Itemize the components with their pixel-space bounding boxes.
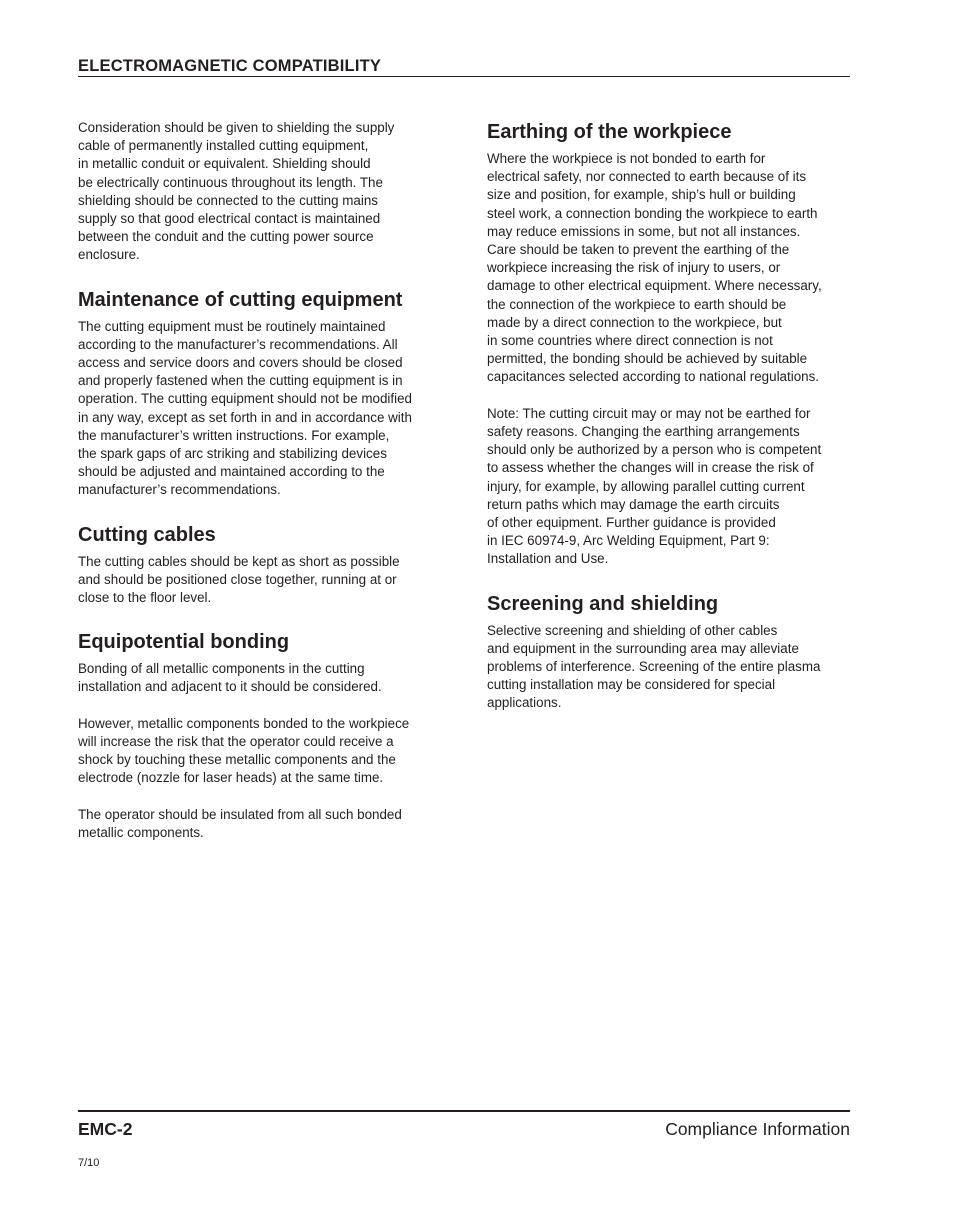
bonding-paragraph-1: Bonding of all metallic components in the cutting installation and adjacent to it should be considered. <box>78 661 382 695</box>
right-column <box>487 119 853 713</box>
section-earthing <box>487 119 853 569</box>
footer-divider <box>78 1110 850 1112</box>
intro-paragraph: Consideration should be given to shielding the supply cable of permanently installed cutting equipment, in metallic conduit or equivalent. Shielding should be electrically continuous throughout its length. The shielding should be connected to the cutting mains supply so that good electrical contact is maintained between the conduit and the cutting power source enclosure. <box>78 120 395 263</box>
section-screening <box>487 591 853 713</box>
section-equipotential-bonding <box>78 629 446 842</box>
section-maintenance <box>78 287 446 500</box>
bonding-paragraph-3: The operator should be insulated from all such bonded metallic components. <box>78 806 402 841</box>
heading-equipotential-bonding: Equipotential bonding <box>78 631 290 654</box>
footer-page-number: EMC-2 <box>78 1119 133 1139</box>
screening-paragraph: Selective screening and shielding of other cables and equipment in the surrounding area may alleviate problems of interference. Screening of the entire plasma cutting installation may be considered for special applications. <box>487 622 821 711</box>
heading-maintenance: Maintenance of cutting equipment <box>78 288 403 311</box>
page-header-title: ELECTROMAGNETIC COMPATIBILITY <box>78 57 382 75</box>
heading-cutting-cables: Cutting cables <box>78 523 216 546</box>
maintenance-paragraph: The cutting equipment must be routinely maintained according to the manufacturer’s recommendations. All access and service doors and covers should be closed and properly fastened when the cutting equipment is in operation. The cutting equipment should not be modified in any way, except as set forth in and in accordance with the manufacturer’s written instructions. For example, the spark gaps of arc striking and stabilizing devices should be adjusted and maintained according to the manufacturer’s recommendations. <box>78 318 413 498</box>
earthing-paragraph-1: Where the workpiece is not bonded to earth for electrical safety, nor connected to earth because of its size and position, for example, ship’s hull or building steel work, a connection bonding the workpiece to earth may reduce emissions in some, but not all instances. Care should be taken to prevent the earthing of the workpiece increasing the risk of injury to users, or damage to other electrical equipment. Where necessary, the connection of the workpiece to earth should be made by a direct connection to the workpiece, but in some countries where direct connection is not permitted, the bonding should be achieved by suitable capacitances selected according to national regulations. <box>487 151 822 385</box>
footer-date: 7/10 <box>78 1157 100 1169</box>
heading-earthing: Earthing of the workpiece <box>487 121 732 143</box>
section-cutting-cables <box>78 522 446 608</box>
heading-screening: Screening and shielding <box>487 592 719 615</box>
bonding-paragraph-2: However, metallic components bonded to the workpiece will increase the risk that the operator could receive a shock by touching these metallic components and the electrode (nozzle for laser heads) at the same time. <box>78 715 410 786</box>
left-column <box>78 119 446 842</box>
earthing-paragraph-2: Note: The cutting circuit may or may not be earthed for safety reasons. Changing the earthing arrangements should only be authorized by a person who is competent to assess whether the changes will in crease the risk of injury, for example, by allowing parallel cutting current return paths which may damage the earth circuits of other equipment. Further guidance is provided in IEC 60974-9, Arc Welding Equipment, Part 9: Installation and Use. <box>487 405 822 567</box>
cutting-cables-paragraph: The cutting cables should be kept as short as possible and should be positioned close together, running at or close to the floor level. <box>78 553 400 606</box>
header-divider <box>78 76 850 77</box>
footer-section-title: Compliance Information <box>665 1119 850 1139</box>
